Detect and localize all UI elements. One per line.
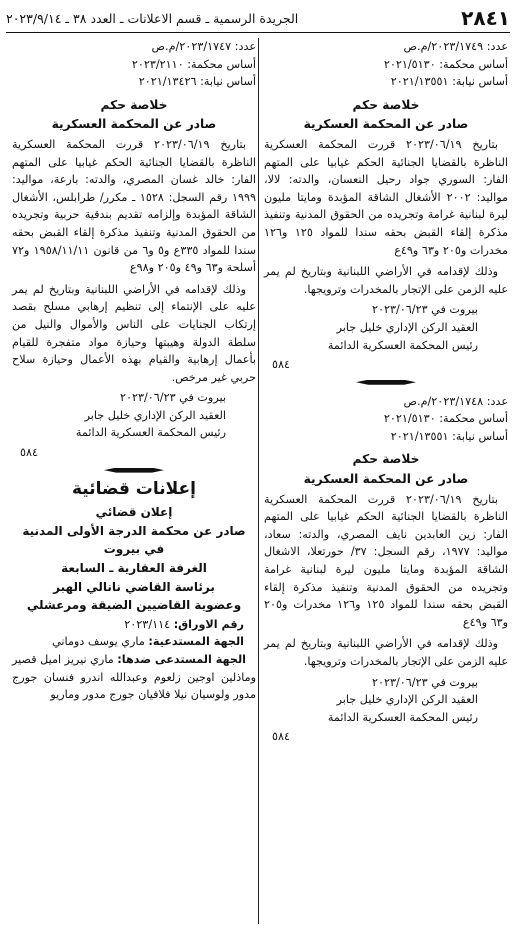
separator-ornament <box>264 380 508 385</box>
number-line: عدد: ٢٠٢٣/١٧٤٧/م.ص <box>151 40 256 53</box>
court-basis: أساس محكمة: ٢٠٢٣/٢١١٠ <box>131 57 256 71</box>
page-number: ٢٨٤١ <box>461 6 510 30</box>
judicial-announcement <box>12 504 256 704</box>
reference-number: ٥٨٤ <box>272 730 291 744</box>
heading-summary: خلاصة حكم <box>352 452 420 467</box>
separator-ornament <box>12 468 256 473</box>
signer-title: رئيس المحكمة العسكرية الدائمة <box>327 710 478 724</box>
signer-title: رئيس المحكمة العسكرية الدائمة <box>327 338 478 352</box>
number-line: عدد: ٢٠٢٣/١٧٤٨/م.ص <box>403 394 508 408</box>
papers-label: رقم الاوراق: <box>173 617 244 631</box>
presiding-judge: برئاسة القاضي نانالي الهبر <box>53 579 215 594</box>
verdict-reason: وذلك لإقدامه في الأراضي اللبنانية وبتاريخ لم يمر عليه على الإنتماء إلى تنظيم إرهابي مسلح بقصد إرتكاب الجنايات على الناس والأموال والنيل من سلطة الدولة وهيبتها وحيازة مواد متفجرة للقيام بأعمال إرهابية والقيام بهذه الأعمال وحيازة سلاح حربي غير مرخص. <box>12 282 256 384</box>
verdict-text: بتاريخ ٢٠٢٣/٠٦/١٩ قررت المحكمة العسكرية الناظرة بالقضايا الجنائية الحكم غيابيا على المتهم الفار: زين العابدين نايف المصري، والدته: سعاد، مواليد: ١٩٧٧، رقم السجل: ٣٧/ حورتعلا، الاشغال الشاقة المؤبدة ومايتا مليون ليرة لبنانية غرامة وتجريده من الحقوق المدنية وتنفيذ مذكرة إلقاء القبض بحقه سندا للمواد ١٢٥ و١٢٦ مخدرات و٢٠٥ و٦٣ و٤٩ع <box>264 492 508 629</box>
prosecution-basis: أساس نيابة: ٢٠٢١/١٣٤٢٦ <box>138 75 256 89</box>
announcement-1747 <box>12 38 256 462</box>
court-name: صادر عن محكمة الدرجة الأولى المدنية <box>22 523 246 538</box>
place-date: بيروت في ٢٠٢٣/٠٦/٢٣ <box>371 675 478 689</box>
petitioner-value: ماري يوسف دوماني <box>52 635 145 649</box>
verdict-text: بتاريخ ٢٠٢٣/٠٦/١٩ قررت المحكمة العسكرية الناظرة بالقضايا الجنائية الحكم غيابيا على المتهم الفار: خالد غسان المصري، والدته: بارعة، مواليد: ١٩٩٩ رقم السجل: ١٥٢٨ ـ مكرر/ طرابلس، الأشغال الشاقة المؤبدة وإلزامه تقديم بندقية حربية وتجريده من الحقوق المدنية وتنفيذ مذكرة إلقاء القبض بحقه سندا للمواد ٣٣٥ع و٥ و٦ من قانون ١٩٥٨/١١/١١ و٧٢ أسلحة و٦٣ و٤٩ و٢٠٥ و٩٨ع <box>12 137 257 275</box>
respondent-label: الجهة المستدعى ضدها: <box>117 653 246 666</box>
page-header <box>6 4 510 33</box>
heading-summary: خلاصة حكم <box>100 97 168 112</box>
number-line: عدد: ٢٠٢٣/١٧٤٩/م.ص <box>403 40 508 53</box>
gazette-title: الجريدة الرسمية ـ قسم الاعلانات ـ العدد ٣٨ ـ ٢٠٢٣/٩/١٤ <box>6 10 299 26</box>
reference-number: ٥٨٤ <box>272 358 291 372</box>
respondent-value: ماري نيريز اميل قصير وماذلين اوجين زلعوم وعبدالله اندرو فنسان جورج مدور ولوسيان نيلا فلافيان جورج مدور وماريو <box>12 653 256 702</box>
heading-court: صادر عن المحكمة العسكرية <box>303 472 469 487</box>
prosecution-basis: أساس نيابة: ٢٠٢١/١٣٥٥١ <box>390 75 508 89</box>
papers-number <box>12 616 256 634</box>
petitioner-label: الجهة المستدعية: <box>148 635 244 649</box>
signer-name: العقيد الركن الإداري خليل جابر <box>336 693 478 707</box>
papers-value: ٢٠٢٣/١١٤ <box>124 617 171 631</box>
heading-court: صادر عن المحكمة العسكرية <box>51 117 217 132</box>
announcement-1749 <box>264 38 508 374</box>
announcement-1748 <box>264 393 508 746</box>
chamber: الغرفة العقارية ـ السابعة <box>61 561 207 576</box>
reference-number: ٥٨٤ <box>20 446 39 460</box>
place-date: بيروت في ٢٠٢٣/٠٦/٢٣ <box>119 391 226 405</box>
signer-name: العقيد الركن الإداري خليل جابر <box>84 408 226 422</box>
verdict-reason: وذلك لإقدامه في الأراضي اللبنانية وبتاريخ لم يمر عليه الزمن على الإتجار بالمخدرات وترويجها. <box>264 637 508 668</box>
signer-name: العقيد الركن الإداري خليل جابر <box>336 320 478 334</box>
place-date: بيروت في ٢٠٢٣/٠٦/٢٣ <box>371 303 478 317</box>
verdict-text: بتاريخ ٢٠٢٣/٠٦/١٩ قررت المحكمة العسكرية الناظرة بالقضايا الجنائية الحكم غيابيا على المتهم الفار: السوري جواد رحيل النعسان، والدته: لالا، مواليد: ٢٠٠٢ الأشغال الشاقة المؤبدة ومايتا مليون ليرة لبنانية غرامة وتجريده من الحقوق المدنية وتنفيذ مذكرة إلقاء القبض بحقه سندا للمواد ١٢٥ و١٢٦ مخدرات و٢٠٥ و٦٣ و٤٩ع <box>264 137 508 257</box>
heading-court: صادر عن المحكمة العسكرية <box>303 117 469 132</box>
left-column <box>12 38 256 704</box>
right-column <box>264 38 508 750</box>
court-city: في بيروت <box>103 542 165 557</box>
judicial-heading: إعلان قضائي <box>95 505 173 520</box>
signer-title: رئيس المحكمة العسكرية الدائمة <box>75 426 226 440</box>
court-basis: أساس محكمة: ٢٠٢١/٥١٣٠ <box>383 57 508 71</box>
heading-summary: خلاصة حكم <box>352 97 420 112</box>
judges-members: وعضوية القاضيين الضيقة ومرعشلي <box>26 598 242 613</box>
section-title: إعلانات قضائية <box>71 478 196 499</box>
petitioner <box>12 633 256 651</box>
court-basis: أساس محكمة: ٢٠٢١/٥١٣٠ <box>383 412 508 426</box>
prosecution-basis: أساس نيابة: ٢٠٢١/١٣٥٥١ <box>390 429 508 443</box>
verdict-reason: وذلك لإقدامه في الأراضي اللبنانية وبتاريخ لم يمر عليه الزمن على الإتجار بالمخدرات وترويجها. <box>264 265 508 296</box>
column-divider <box>258 38 259 924</box>
respondent <box>12 651 256 704</box>
